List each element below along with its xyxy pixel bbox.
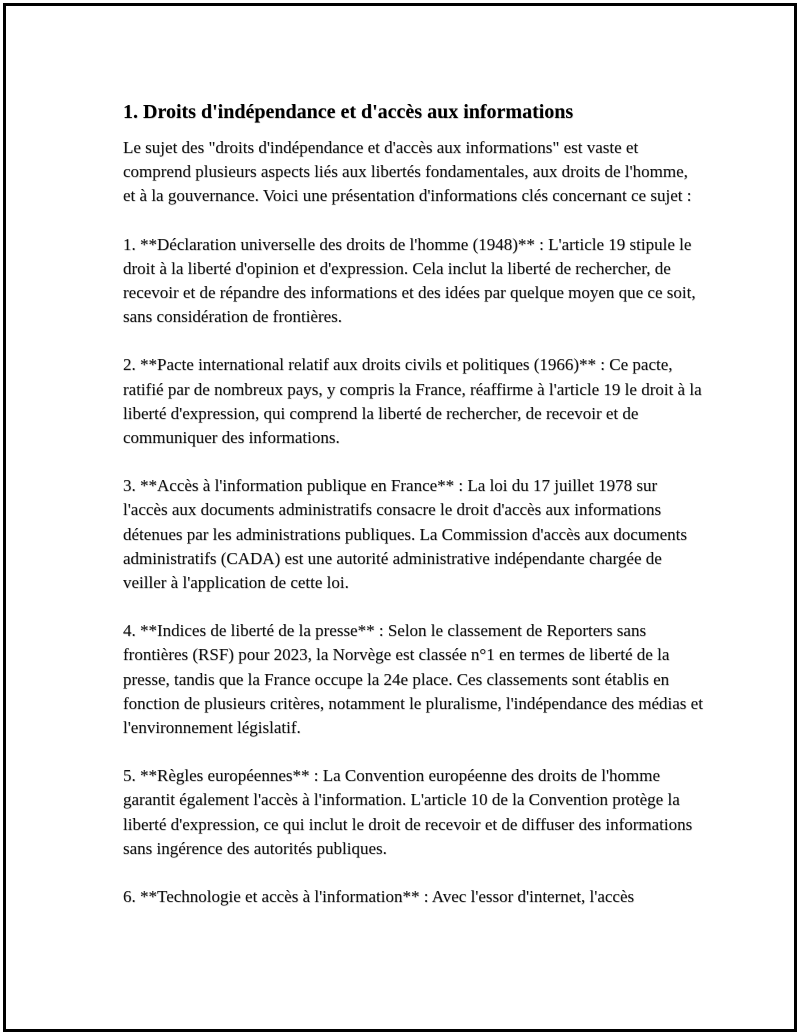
document-heading: 1. Droits d'indépendance et d'accès aux informations — [123, 101, 574, 123]
list-item-4: 4. **Indices de liberté de la presse** : Selon le classement de Reporters sans frontières (RSF) pour 2023, la Norvège est classée n°1 en termes de liberté de la presse, tandis que la France occupe la 24e place. Ces classements sont établis en fonction de plusieurs critères, notamment le pluralisme, l'indépendance des médias et l'environnement législatif. — [123, 621, 703, 738]
document-body — [123, 98, 703, 933]
list-item-2: 2. **Pacte international relatif aux droits civils et politiques (1966)** : Ce pacte, ratifié par de nombreux pays, y compris la France, réaffirme à l'article 19 le droit à la liberté d'expression, qui comprend la liberté de rechercher, de recevoir et de communiquer des informations. — [123, 355, 702, 448]
list-item-6: 6. **Technologie et accès à l'information** : Avec l'essor d'internet, l'accès — [123, 887, 635, 907]
page-frame — [3, 3, 797, 1032]
list-item-3: 3. **Accès à l'information publique en France** : La loi du 17 juillet 1978 sur l'accès aux documents administratifs consacre le droit d'accès aux informations détenues par les administrations publiques. La Commission d'accès aux documents administratifs (CADA) est une autorité administrative indépendante chargée de veiller à l'application de cette loi. — [123, 476, 687, 593]
list-item-1: 1. **Déclaration universelle des droits de l'homme (1948)** : L'article 19 stipule le droit à la liberté d'opinion et d'expression. Cela inclut la liberté de rechercher, de recevoir et de répandre des informations et des idées par quelque moyen que ce soit, sans considération de frontières. — [123, 234, 696, 327]
intro-paragraph: Le sujet des "droits d'indépendance et d'accès aux informations" est vaste et comprend plusieurs aspects liés aux libertés fondamentales, aux droits de l'homme, et à la gouvernance. Voici une présentation d'informations clés concernant ce sujet : — [123, 138, 692, 206]
list-item-5: 5. **Règles européennes** : La Convention européenne des droits de l'homme garantit également l'accès à l'information. L'article 10 de la Convention protège la liberté d'expression, ce qui inclut le droit de recevoir et de diffuser des informations sans ingérence des autorités publiques. — [123, 766, 693, 858]
